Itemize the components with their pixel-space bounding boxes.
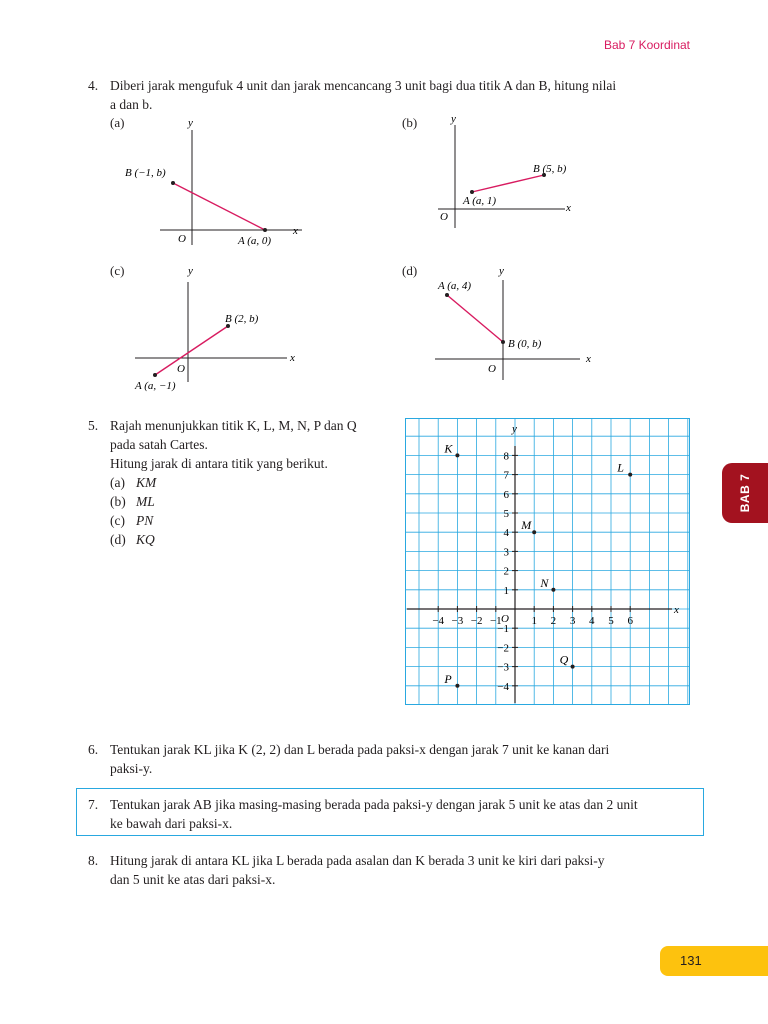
question-8-number: 8. [88,853,99,868]
question-5-items [110,473,398,549]
graph-b-x-label: x [566,202,571,214]
question-8 [88,851,708,889]
graph-c-tag: (c) [110,263,125,278]
graph-d-point-b: B (0, b) [508,338,542,350]
question-7-line-2: ke bawah dari paksi-x. [110,816,233,831]
y-tick-label: 8 [503,450,509,463]
x-axis-label: x [674,604,679,616]
list-item: (c) PN [110,513,154,528]
point-p [455,684,459,688]
graph-b-point-b: B (5, b) [533,163,567,175]
question-5-line-3: Hitung jarak di antara titik yang berikut. [110,456,328,471]
question-4 [88,76,708,114]
graph-a-origin: O [178,233,186,245]
graph-c [125,262,315,397]
y-tick-label: 3 [503,546,509,559]
graph-a-y-label: y [188,117,193,129]
graph-c-point-a: A (a, −1) [135,380,176,392]
graph-d-tag: (d) [402,263,418,278]
x-tick-label: −3 [451,615,464,627]
chapter-side-tab [722,463,768,523]
question-7-number: 7. [88,797,99,812]
grid-border [406,419,690,705]
point-n [551,588,555,592]
question-7 [88,795,708,833]
question-4-line-2: a dan b. [110,97,153,112]
graph-d-origin: O [488,363,496,375]
x-tick-label: 2 [550,615,557,627]
x-tick-label: −4 [432,615,445,627]
y-tick-label: −4 [497,680,509,693]
question-6-line-2: paksi-y. [110,761,153,776]
question-7-line-1: Tentukan jarak AB jika masing-masing berada pada paksi-y dengan jarak 5 unit ke atas dan 2 unit [110,797,638,812]
graph-a-tag: (a) [110,115,125,130]
graph-a-x-label: x [293,225,298,237]
y-tick-label: −2 [497,642,509,655]
y-tick-label: 6 [503,488,509,501]
question-4-number: 4. [88,78,99,93]
question-6-line-1: Tentukan jarak KL jika K (2, 2) dan L berada pada paksi-x dengan jarak 7 unit ke kanan dari [110,742,610,757]
question-5-line-1: Rajah menunjukkan titik K, L, M, N, P dan Q [110,418,357,433]
x-tick-label: 1 [531,615,537,627]
graph-c-point-b: B (2, b) [225,313,259,325]
x-tick-label: 3 [569,615,576,627]
graph-a-point-b: B (−1, b) [125,167,166,179]
point-label-q: Q [559,652,569,667]
y-tick-label: 2 [503,565,509,578]
list-item: (d) KQ [110,532,155,547]
point-k [455,453,459,457]
y-tick-label: −1 [497,623,509,636]
graph-b-point-a: A (a, 1) [463,195,497,207]
page-number: 131 [680,953,702,968]
x-tick-label: −1 [489,615,502,627]
list-item: (b) ML [110,494,155,509]
question-5-number: 5. [88,418,99,433]
point-q [571,665,575,669]
origin-label: O [501,613,509,625]
x-tick-label: 5 [608,615,614,627]
y-axis-label: y [512,423,517,435]
point-m [532,530,536,534]
x-tick-label: −2 [470,615,483,627]
graph-a [110,110,320,255]
graph-c-y-label: y [188,265,193,277]
question-5-line-2: pada satah Cartes. [110,437,208,452]
graph-b-origin: O [440,211,448,223]
point-label-l: L [617,460,624,475]
x-tick-label: 4 [589,615,595,627]
graph-d-point-a: A (a, 4) [438,280,472,292]
x-tick-label: 6 [627,615,633,627]
graph-b [420,110,590,235]
graph-b-tag: (b) [402,115,418,130]
question-8-line-1: Hitung jarak di antara KL jika L berada pada asalan dan K berada 3 unit ke kiri dari paksi-y [110,853,605,868]
y-tick-label: 7 [503,469,509,482]
point-label-n: N [540,575,549,590]
graph-d-y-label: y [499,265,504,277]
question-5 [88,416,398,549]
question-6 [88,740,708,778]
question-6-number: 6. [88,742,99,757]
graph-d [430,262,605,387]
point-l [628,473,632,477]
y-tick-label: 1 [503,584,509,597]
y-tick-label: 4 [503,527,509,540]
graph-b-y-label: y [451,113,456,125]
y-tick-label: 5 [503,508,509,520]
question-4-line-1: Diberi jarak mengufuk 4 unit dan jarak mencancang 3 unit bagi dua titik A dan B, hitung nilai [110,78,617,93]
chapter-header: Bab 7 Koordinat [603,38,690,52]
graph-c-x-label: x [290,352,295,364]
chapter-side-tab-label: BAB 7 [738,473,752,513]
graph-d-x-label: x [586,353,591,365]
graph-c-origin: O [177,363,185,375]
cartesian-grid [405,418,690,705]
point-label-p: P [444,671,452,686]
point-label-k: K [444,441,453,456]
graph-a-point-a: A (a, 0) [238,235,272,247]
list-item: (a) KM [110,475,157,490]
page-number-bar [660,946,768,976]
question-8-line-2: dan 5 unit ke atas dari paksi-x. [110,872,276,887]
y-tick-label: −3 [497,661,509,674]
point-label-m: M [521,518,532,533]
